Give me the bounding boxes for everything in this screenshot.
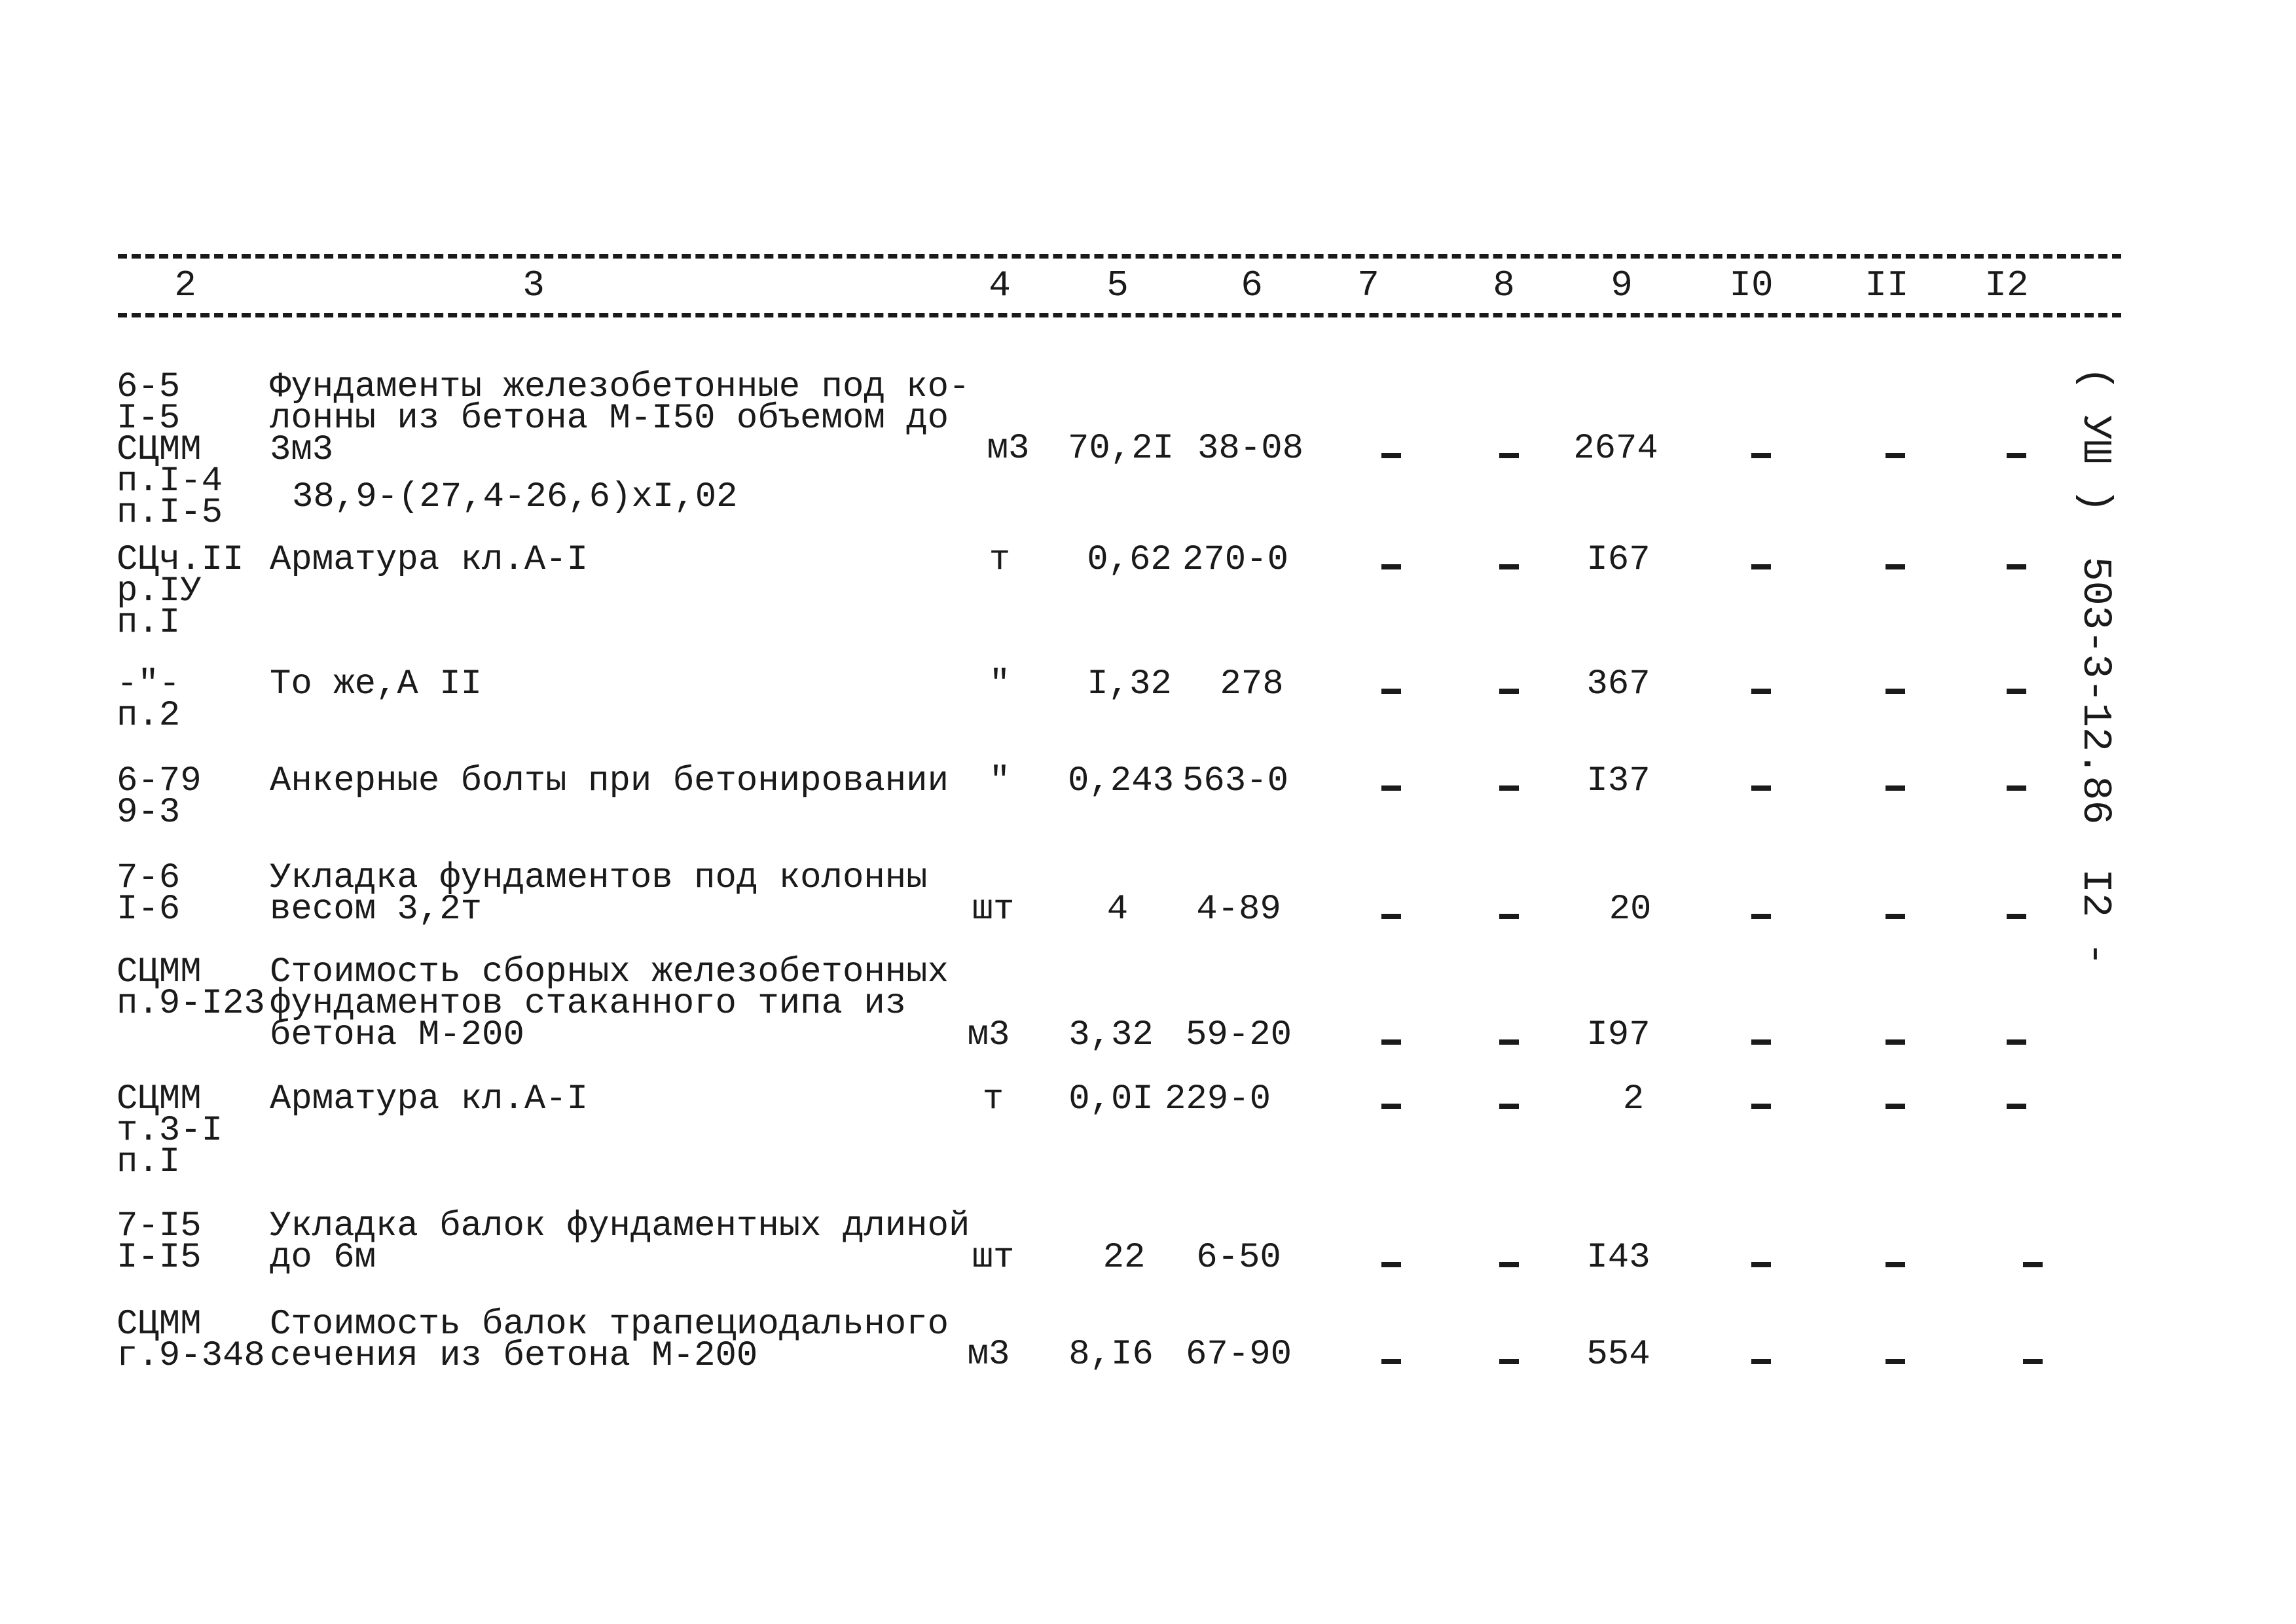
row-4-qty: 0,243 [1067, 761, 1175, 801]
row-3-qty: I,32 [1087, 664, 1172, 704]
col-header-6: 6 [1241, 264, 1263, 306]
row-9-qty: 8,I6 [1068, 1335, 1154, 1375]
row-1-code: 6-5 I-5 СЦММ п.I-4 п.I-5 [117, 367, 223, 533]
row-1-formula: 38,9-(27,4-26,6)хI,02 [292, 477, 738, 517]
row-6-unit: м3 [967, 1015, 1010, 1055]
row-3-dash-11 [1886, 689, 1905, 694]
row-9-total: 554 [1586, 1335, 1650, 1375]
row-6-dash-8 [1499, 1039, 1519, 1045]
row-5-code: 7-6 I-6 [117, 858, 181, 929]
row-6-dash-10 [1751, 1039, 1771, 1045]
row-3-dash-7 [1381, 689, 1401, 694]
row-2-dash-7 [1381, 564, 1401, 569]
row-4-total: I37 [1586, 761, 1650, 801]
row-1-dash-12 [2007, 453, 2026, 458]
row-1-qty: 70,2I [1067, 429, 1175, 469]
row-9-unit: м3 [967, 1335, 1010, 1375]
row-7-unit: т [982, 1079, 1004, 1119]
row-4-code: 6-79 9-3 [117, 761, 202, 833]
row-4-dash-10 [1751, 785, 1771, 791]
row-4-desc: Анкерные болты при бетонировании [270, 761, 949, 801]
row-1-dash-7 [1381, 453, 1401, 458]
side-code: 503-3-12.86 [2072, 556, 2119, 825]
row-4-price: 563-0 [1182, 761, 1289, 801]
row-8-dash-8 [1499, 1262, 1519, 1267]
row-9-dash-10 [1751, 1359, 1771, 1364]
row-3-desc: То же,А II [270, 664, 483, 704]
col-header-5: 5 [1106, 264, 1129, 306]
row-4-dash-8 [1499, 785, 1519, 791]
row-8-code: 7-I5 I-I5 [117, 1206, 202, 1278]
row-1-price: 38-08 [1197, 429, 1304, 469]
row-1-dash-8 [1499, 453, 1519, 458]
row-6-dash-12 [2007, 1039, 2026, 1045]
col-header-7: 7 [1357, 264, 1379, 306]
row-8-desc: Укладка балок фундаментных длиной до 6м [270, 1206, 970, 1278]
col-header-9: 9 [1611, 264, 1633, 306]
row-7-dash-8 [1499, 1104, 1519, 1109]
row-6-code: СЦММ п.9-I23 [117, 952, 265, 1024]
row-6-dash-11 [1886, 1039, 1905, 1045]
col-header-3: 3 [522, 264, 545, 306]
row-9-code: СЦММ г.9-348 [117, 1305, 265, 1376]
row-5-dash-12 [2007, 914, 2026, 919]
header-top-rule [118, 254, 2121, 259]
row-2-dash-10 [1751, 564, 1771, 569]
row-1-desc: Фундаменты железобетонные под ко- лонны из бетона М-I50 объемом до 3м3 [270, 367, 970, 470]
row-7-dash-11 [1886, 1104, 1905, 1109]
row-5-price: 4-89 [1196, 890, 1281, 929]
row-3-dash-8 [1499, 689, 1519, 694]
row-1-dash-10 [1751, 453, 1771, 458]
row-7-dash-7 [1381, 1104, 1401, 1109]
row-8-unit: шт [972, 1238, 1015, 1278]
row-2-dash-11 [1886, 564, 1905, 569]
row-2-desc: Арматура кл.А-I [270, 540, 589, 580]
row-2-price: 270-0 [1182, 540, 1289, 580]
col-header-12: I2 [1984, 264, 2029, 306]
row-2-dash-8 [1499, 564, 1519, 569]
row-3-dash-10 [1751, 689, 1771, 694]
row-8-qty: 22 [1102, 1238, 1146, 1278]
row-8-dash-10 [1751, 1262, 1771, 1267]
col-header-8: 8 [1493, 264, 1515, 306]
row-6-total: I97 [1586, 1015, 1650, 1055]
col-header-4: 4 [989, 264, 1011, 306]
row-3-price: 278 [1220, 664, 1284, 704]
row-6-qty: 3,32 [1068, 1015, 1154, 1055]
row-3-unit: " [989, 664, 1011, 704]
row-9-dash-12 [2023, 1359, 2043, 1364]
col-header-11: II [1865, 264, 1909, 306]
row-4-dash-7 [1381, 785, 1401, 791]
row-3-total: 367 [1586, 664, 1650, 704]
row-5-desc: Укладка фундаментов под колонны весом 3,2т [270, 858, 928, 929]
col-header-2: 2 [174, 264, 196, 306]
row-3-code: -"- п.2 [117, 664, 181, 736]
row-5-total: 20 [1609, 890, 1652, 929]
row-7-code: СЦММ т.3-I п.I [117, 1079, 223, 1182]
row-6-price: 59-20 [1185, 1015, 1292, 1055]
row-5-dash-11 [1886, 914, 1905, 919]
row-8-price: 6-50 [1196, 1238, 1281, 1278]
row-5-qty: 4 [1106, 890, 1129, 929]
row-7-desc: Арматура кл.А-I [270, 1079, 589, 1119]
row-3-dash-12 [2007, 689, 2026, 694]
row-8-dash-7 [1381, 1262, 1401, 1267]
row-7-price: 229-0 [1164, 1079, 1271, 1119]
row-5-dash-10 [1751, 914, 1771, 919]
row-8-dash-12 [2023, 1262, 2043, 1267]
side-document-label [2043, 367, 2121, 1021]
side-page: I2 - [2072, 868, 2119, 966]
row-2-dash-12 [2007, 564, 2026, 569]
row-6-desc: Стоимость сборных железобетонных фундаментов стаканного типа из бетона М-200 [270, 952, 949, 1055]
row-1-unit: м3 [987, 429, 1030, 469]
row-4-dash-12 [2007, 785, 2026, 791]
row-5-unit: шт [972, 890, 1015, 929]
row-4-dash-11 [1886, 785, 1905, 791]
row-6-dash-7 [1381, 1039, 1401, 1045]
row-2-qty: 0,62 [1087, 540, 1172, 580]
col-header-10: I0 [1729, 264, 1774, 306]
row-9-dash-8 [1499, 1359, 1519, 1364]
row-8-dash-11 [1886, 1262, 1905, 1267]
row-5-dash-8 [1499, 914, 1519, 919]
row-2-code: СЦч.II р.IУ п.I [117, 540, 244, 643]
row-9-desc: Стоимость балок трапециодального сечения из бетона М-200 [270, 1305, 949, 1376]
row-5-dash-7 [1381, 914, 1401, 919]
side-bracket: ( УШ ) [2072, 367, 2119, 513]
row-7-dash-12 [2007, 1104, 2026, 1109]
row-4-unit: " [989, 761, 1011, 801]
row-7-dash-10 [1751, 1104, 1771, 1109]
row-7-qty: 0,0I [1068, 1079, 1154, 1119]
row-1-total: 2674 [1573, 429, 1658, 469]
row-1-dash-11 [1886, 453, 1905, 458]
header-bottom-rule [118, 313, 2121, 317]
row-8-total: I43 [1586, 1238, 1650, 1278]
row-9-dash-11 [1886, 1359, 1905, 1364]
row-9-dash-7 [1381, 1359, 1401, 1364]
row-2-total: I67 [1586, 540, 1650, 580]
row-9-price: 67-90 [1185, 1335, 1292, 1375]
row-7-total: 2 [1622, 1079, 1645, 1119]
row-2-unit: т [989, 540, 1011, 580]
